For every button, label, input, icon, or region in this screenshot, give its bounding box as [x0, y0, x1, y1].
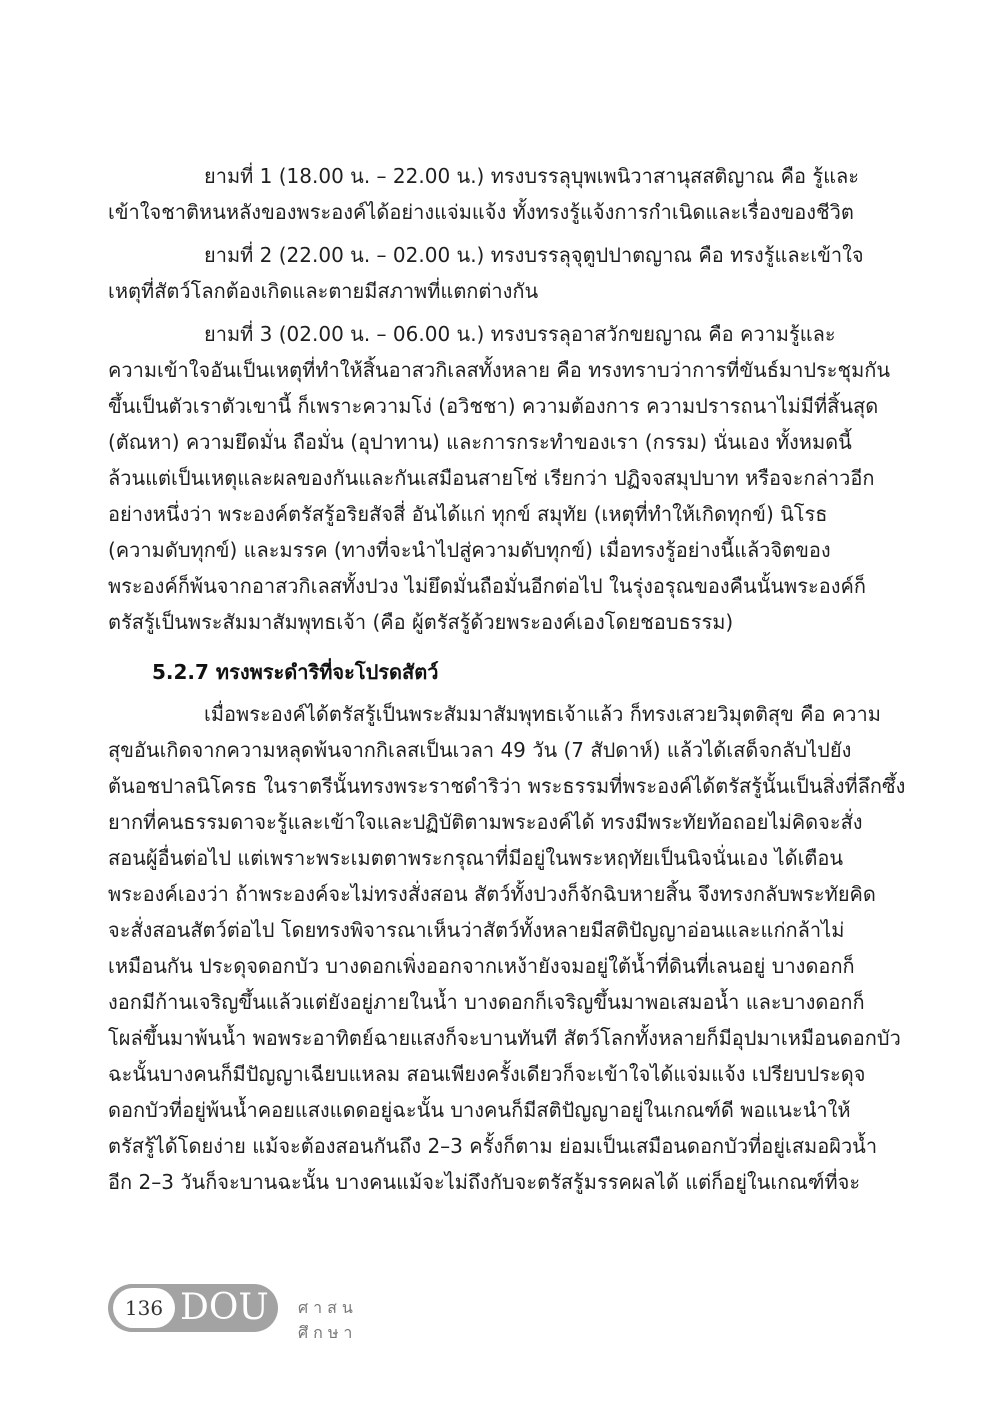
text-line: อีก 2–3 วันก็จะบานฉะนั้น บางคนแม้จะไม่ถึงกับจะตรัสรู้มรรคผลได้ แต่ก็อยู่ในเกณฑ์ที่จะ	[108, 1170, 861, 1194]
text-line: ยามที่ 2 (22.00 น. – 02.00 น.) ทรงบรรลุจุตูปปาตญาณ คือ ทรงรู้และเข้าใจ	[204, 243, 864, 267]
text-line: สุขอันเกิดจากความหลุดพ้นจากกิเลสเป็นเวลา 49 วัน (7 สัปดาห์) แล้วได้เสด็จกลับไปยัง	[108, 738, 852, 762]
page-number: 136	[113, 1288, 175, 1328]
brand-logo-text: DOU	[180, 1287, 269, 1328]
text-line: ล้วนแต่เป็นเหตุและผลของกันและกันเสมือนสายโซ่ เรียกว่า ปฏิจจสมุปบาท หรือจะกล่าวอีก	[108, 466, 875, 490]
dou-badge	[108, 1284, 278, 1332]
text-line: งอกมีก้านเจริญขึ้นแล้วแต่ยังอยู่ภายในน้ำ บางดอกก็เจริญขึ้นมาพอเสมอน้ำ และบางดอกก็	[108, 990, 865, 1014]
paragraph-watch-1	[108, 158, 884, 230]
text-line: โผล่ขึ้นมาพ้นน้ำ พอพระอาทิตย์ฉายแสงก็จะบานทันที สัตว์โลกทั้งหลายก็มีอุปมาเหมือนดอกบัว	[108, 1026, 901, 1050]
text-line: (ตัณหา) ความยึดมั่น ถือมั่น (อุปาทาน) และการกระทำของเรา (กรรม) นั่นเอง ทั้งหมดนี้	[108, 430, 852, 454]
text-line: จะสั่งสอนสัตว์ต่อไป โดยทรงพิจารณาเห็นว่าสัตว์ทั้งหลายมีสติปัญญาอ่อนและแก่กล้าไม่	[108, 918, 845, 942]
text-line: เข้าใจชาติหนหลังของพระองค์ได้อย่างแจ่มแจ้ง ทั้งทรงรู้แจ้งการกำเนิดและเรื่องของชีวิต	[108, 200, 854, 224]
paragraph-watch-2	[108, 237, 884, 309]
text-line: ตรัสรู้ได้โดยง่าย แม้จะต้องสอนกันถึง 2–3 ครั้งก็ตาม ย่อมเป็นเสมือนดอกบัวที่อยู่เสมอผิวน้ำ	[108, 1134, 878, 1158]
text-line: พระองค์ก็พ้นจากอาสวกิเลสทั้งปวง ไม่ยึดมั่นถือมั่นอีกต่อไป ในรุ่งอรุณของคืนนั้นพระองค์ก็	[108, 574, 866, 598]
text-line: สอนผู้อื่นต่อไป แต่เพราะพระเมตตาพระกรุณาที่มีอยู่ในพระหฤทัยเป็นนิจนั่นเอง ได้เตือน	[108, 846, 844, 870]
text-line: เหมือนกัน ประดุจดอกบัว บางดอกเพิ่งออกจากเหง้ายังจมอยู่ใต้น้ำที่ดินที่เลนอยู่ บางดอกก็	[108, 954, 855, 978]
text-line: ยามที่ 1 (18.00 น. – 22.00 น.) ทรงบรรลุบุพเพนิวาสานุสสติญาณ คือ รู้และ	[204, 164, 859, 188]
paragraph-teaching-resolve	[108, 696, 906, 1200]
text-line: ฉะนั้นบางคนก็มีปัญญาเฉียบแหลม สอนเพียงครั้งเดียวก็จะเข้าใจได้แจ่มแจ้ง เปรียบประดุจ	[108, 1062, 866, 1086]
text-line: พระองค์เองว่า ถ้าพระองค์จะไม่ทรงสั่งสอน สัตว์ทั้งปวงก็จักฉิบหายสิ้น จึงทรงกลับพระทัยคิด	[108, 882, 876, 906]
text-line: (ความดับทุกข์) และมรรค (ทางที่จะนำไปสู่ความดับทุกข์) เมื่อทรงรู้อย่างนี้แล้วจิตของ	[108, 538, 831, 562]
text-line: อย่างหนึ่งว่า พระองค์ตรัสรู้อริยสัจสี่ อันได้แก่ ทุกข์ สมุทัย (เหตุที่ทำให้เกิดทุกข์) นิโรธ	[108, 502, 828, 526]
section-heading: 5.2.7 ทรงพระดำริที่จะโปรดสัตว์	[152, 660, 439, 684]
text-line: ตรัสรู้เป็นพระสัมมาสัมพุทธเจ้า (คือ ผู้ตรัสรู้ด้วยพระองค์เองโดยชอบธรรม)	[108, 610, 734, 634]
text-line: ดอกบัวที่อยู่พ้นน้ำคอยแสงแดดอยู่ฉะนั้น บางคนก็มีสติปัญญาอยู่ในเกณฑ์ดี พอแนะนำให้	[108, 1098, 851, 1122]
text-line: ความเข้าใจอันเป็นเหตุที่ทำให้สิ้นอาสวกิเลสทั้งหลาย คือ ทรงทราบว่าการที่ขันธ์มาประชุมกัน	[108, 358, 891, 382]
text-line: ยากที่คนธรรมดาจะรู้และเข้าใจและปฏิบัติตามพระองค์ได้ ทรงมีพระทัยท้อถอยไม่คิดจะสั่ง	[108, 810, 863, 834]
paragraph-watch-3	[108, 316, 891, 640]
text-line: ขึ้นเป็นตัวเราตัวเขานี้ ก็เพราะความโง่ (อวิชชา) ความต้องการ ความปรารถนาไม่มีที่สิ้นสุด	[108, 394, 879, 418]
text-line: เหตุที่สัตว์โลกต้องเกิดและตายมีสภาพที่แตกต่างกัน	[108, 279, 539, 303]
course-subject: ศาสนศึกษา	[298, 1298, 358, 1342]
text-line: ต้นอชปาลนิโครธ ในราตรีนั้นทรงพระราชดำริว่า พระธรรมที่พระองค์ได้ตรัสรู้นั้นเป็นสิ่งที่ลึกซึ้ง	[108, 774, 906, 798]
text-line: ยามที่ 3 (02.00 น. – 06.00 น.) ทรงบรรลุอาสวักขยญาณ คือ ความรู้และ	[204, 322, 836, 346]
body-text	[108, 158, 906, 1207]
text-line: เมื่อพระองค์ได้ตรัสรู้เป็นพระสัมมาสัมพุทธเจ้าแล้ว ก็ทรงเสวยวิมุตติสุข คือ ความ	[204, 702, 881, 726]
